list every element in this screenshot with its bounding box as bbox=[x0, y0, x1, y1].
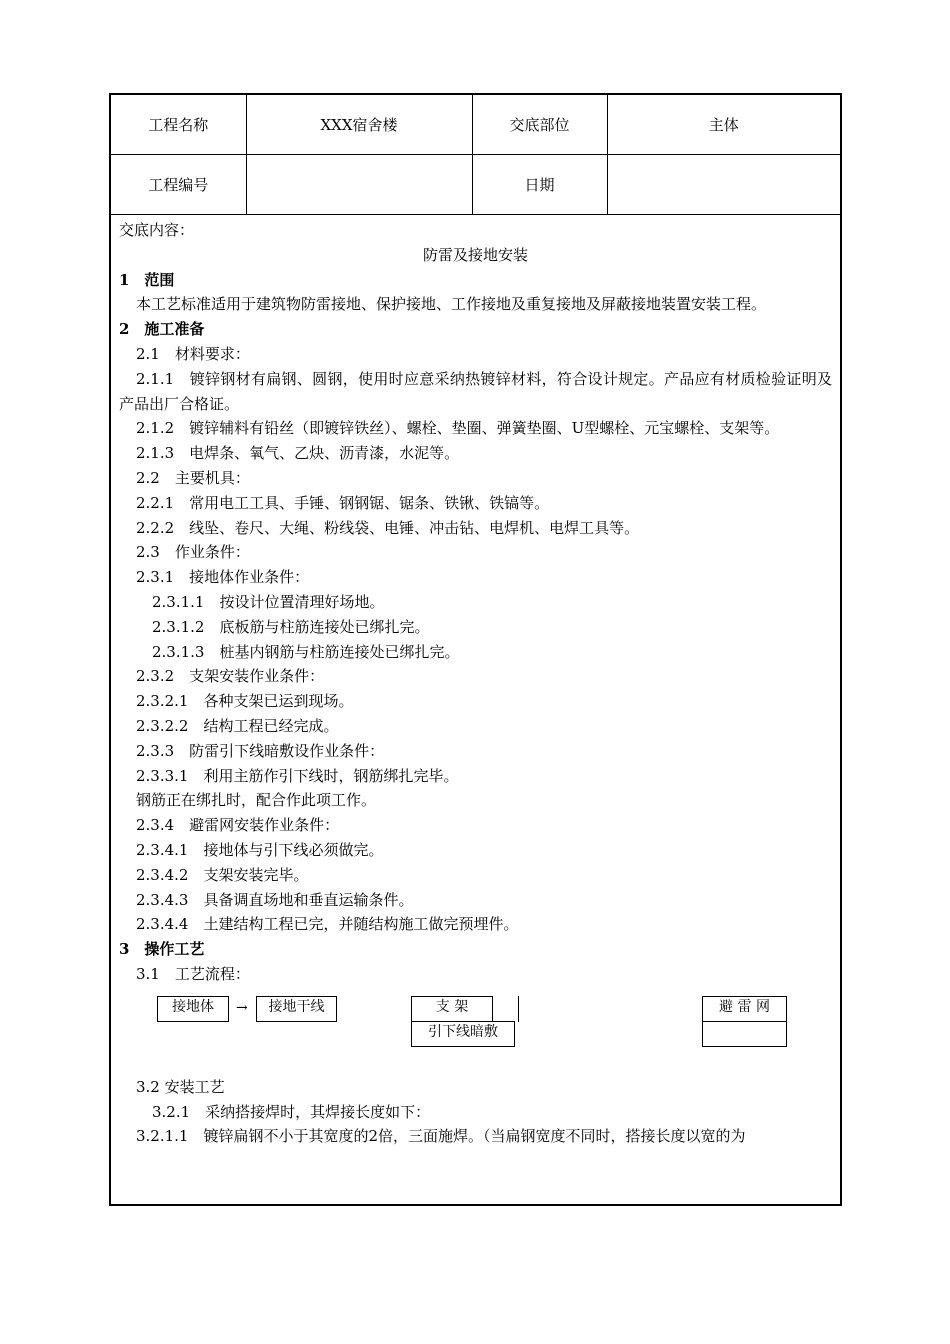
project-no-value bbox=[246, 155, 472, 215]
list-item: 2.3.1 接地体作业条件： bbox=[136, 568, 310, 587]
paragraph: 本工艺标准适用于建筑物防雷接地、保护接地、工作接地及重复接地及屏蔽接地装置安装工程。 bbox=[136, 295, 767, 314]
content-body bbox=[111, 215, 840, 1149]
content-intro: 交底内容： bbox=[119, 221, 195, 239]
project-name-label: 工程名称 bbox=[111, 95, 246, 155]
list-item: 2.3.1.3 桩基内钢筋与柱筋连接处已绑扎完。 bbox=[152, 642, 460, 661]
list-item: 2.3.4.2 支架安装完毕。 bbox=[136, 865, 309, 884]
list-item: 2.3.4.3 具备调直场地和垂直运输条件。 bbox=[136, 890, 414, 909]
list-item: 2.3.4.4 土建结构工程已完，并随结构施工做完预埋件。 bbox=[136, 915, 519, 934]
list-item: 2.3.2.1 各种支架已运到现场。 bbox=[136, 692, 354, 711]
header-row bbox=[111, 95, 840, 155]
list-item: 2.3.4.1 接地体与引下线必须做完。 bbox=[136, 840, 384, 859]
date-value bbox=[607, 155, 840, 215]
list-item: 2.1.3 电焊条、氧气、乙炔、沥青漆，水泥等。 bbox=[136, 444, 460, 463]
flow-box-grounding-trunk: 接地干线 bbox=[256, 996, 337, 1022]
project-no-label: 工程编号 bbox=[111, 155, 246, 215]
header-row bbox=[111, 155, 840, 215]
list-item: 2.3.2.2 结构工程已经完成。 bbox=[136, 716, 339, 735]
section-heading: 2 施工准备 bbox=[119, 320, 205, 339]
list-item: 2.3.1.1 按设计位置清理好场地。 bbox=[152, 592, 385, 611]
list-item: 2.1 材料要求： bbox=[136, 344, 250, 363]
list-item: 2.3.1.2 底板筋与柱筋连接处已绑扎完。 bbox=[152, 617, 430, 636]
section-heading: 3 操作工艺 bbox=[119, 940, 205, 959]
flow-box-grounding-body: 接地体 bbox=[157, 996, 229, 1022]
document-title: 防雷及接地安装 bbox=[422, 245, 528, 264]
disclosure-form bbox=[109, 93, 842, 1206]
list-item: 3.1 工艺流程： bbox=[136, 964, 250, 983]
flow-box-support: 支 架 bbox=[411, 996, 493, 1022]
list-item: 2.2.2 线坠、卷尺、大绳、粉线袋、电锤、冲击钻、电焊机、电焊工具等。 bbox=[136, 518, 640, 537]
flow-arrow-icon: → bbox=[236, 999, 248, 1016]
flow-box-empty bbox=[702, 1021, 787, 1047]
list-item: 3.2.1.1 镀锌扁钢不小于其宽度的2倍，三面施焊。（当扁钢宽度不同时，搭接长度以宽的为 bbox=[136, 1127, 746, 1146]
list-item: 3.2.1 采纳搭接焊时，其焊接长度如下： bbox=[152, 1102, 431, 1121]
list-item: 钢筋正在绑扎时，配合作此项工作。 bbox=[136, 791, 377, 810]
flow-box-downlead: 引下线暗敷 bbox=[411, 1021, 515, 1047]
list-item: 2.3.2 支架安装作业条件： bbox=[136, 667, 325, 686]
paragraph: 2.1.1 镀锌钢材有扁钢、圆钢，使用时应意采纳热镀锌材料，符合设计规定。产品应有材质检验证明及产品出厂合格证。 bbox=[119, 369, 832, 413]
part-label: 交底部位 bbox=[472, 95, 607, 155]
project-name-value: XXX宿舍楼 bbox=[246, 95, 472, 155]
date-label: 日期 bbox=[472, 155, 607, 215]
list-item: 2.3 作业条件： bbox=[136, 543, 250, 562]
paragraph: 2.1.2 镀锌辅料有铅丝（即镀锌铁丝）、螺栓、垫圈、弹簧垫圈、U型螺栓、元宝螺栓、支架等。 bbox=[136, 419, 780, 438]
process-flow-diagram bbox=[119, 987, 832, 1075]
header-table bbox=[111, 95, 840, 215]
list-item: 2.3.3 防雷引下线暗敷设作业条件： bbox=[136, 741, 385, 760]
flow-box-lightning-net: 避 雷 网 bbox=[702, 996, 787, 1022]
list-item: 2.3.3.1 利用主筋作引下线时，钢筋绑扎完毕。 bbox=[136, 766, 459, 785]
list-item: 2.3.4 避雷网安装作业条件： bbox=[136, 816, 340, 835]
list-item: 3.2 安装工艺 bbox=[136, 1077, 225, 1096]
part-value: 主体 bbox=[607, 95, 840, 155]
list-item: 2.2.1 常用电工工具、手锤、钢钢锯、锯条、铁锹、铁镐等。 bbox=[136, 493, 550, 512]
list-item: 2.2 主要机具： bbox=[136, 468, 250, 487]
flow-divider-line bbox=[518, 996, 519, 1022]
section-heading: 1 范围 bbox=[119, 270, 175, 289]
